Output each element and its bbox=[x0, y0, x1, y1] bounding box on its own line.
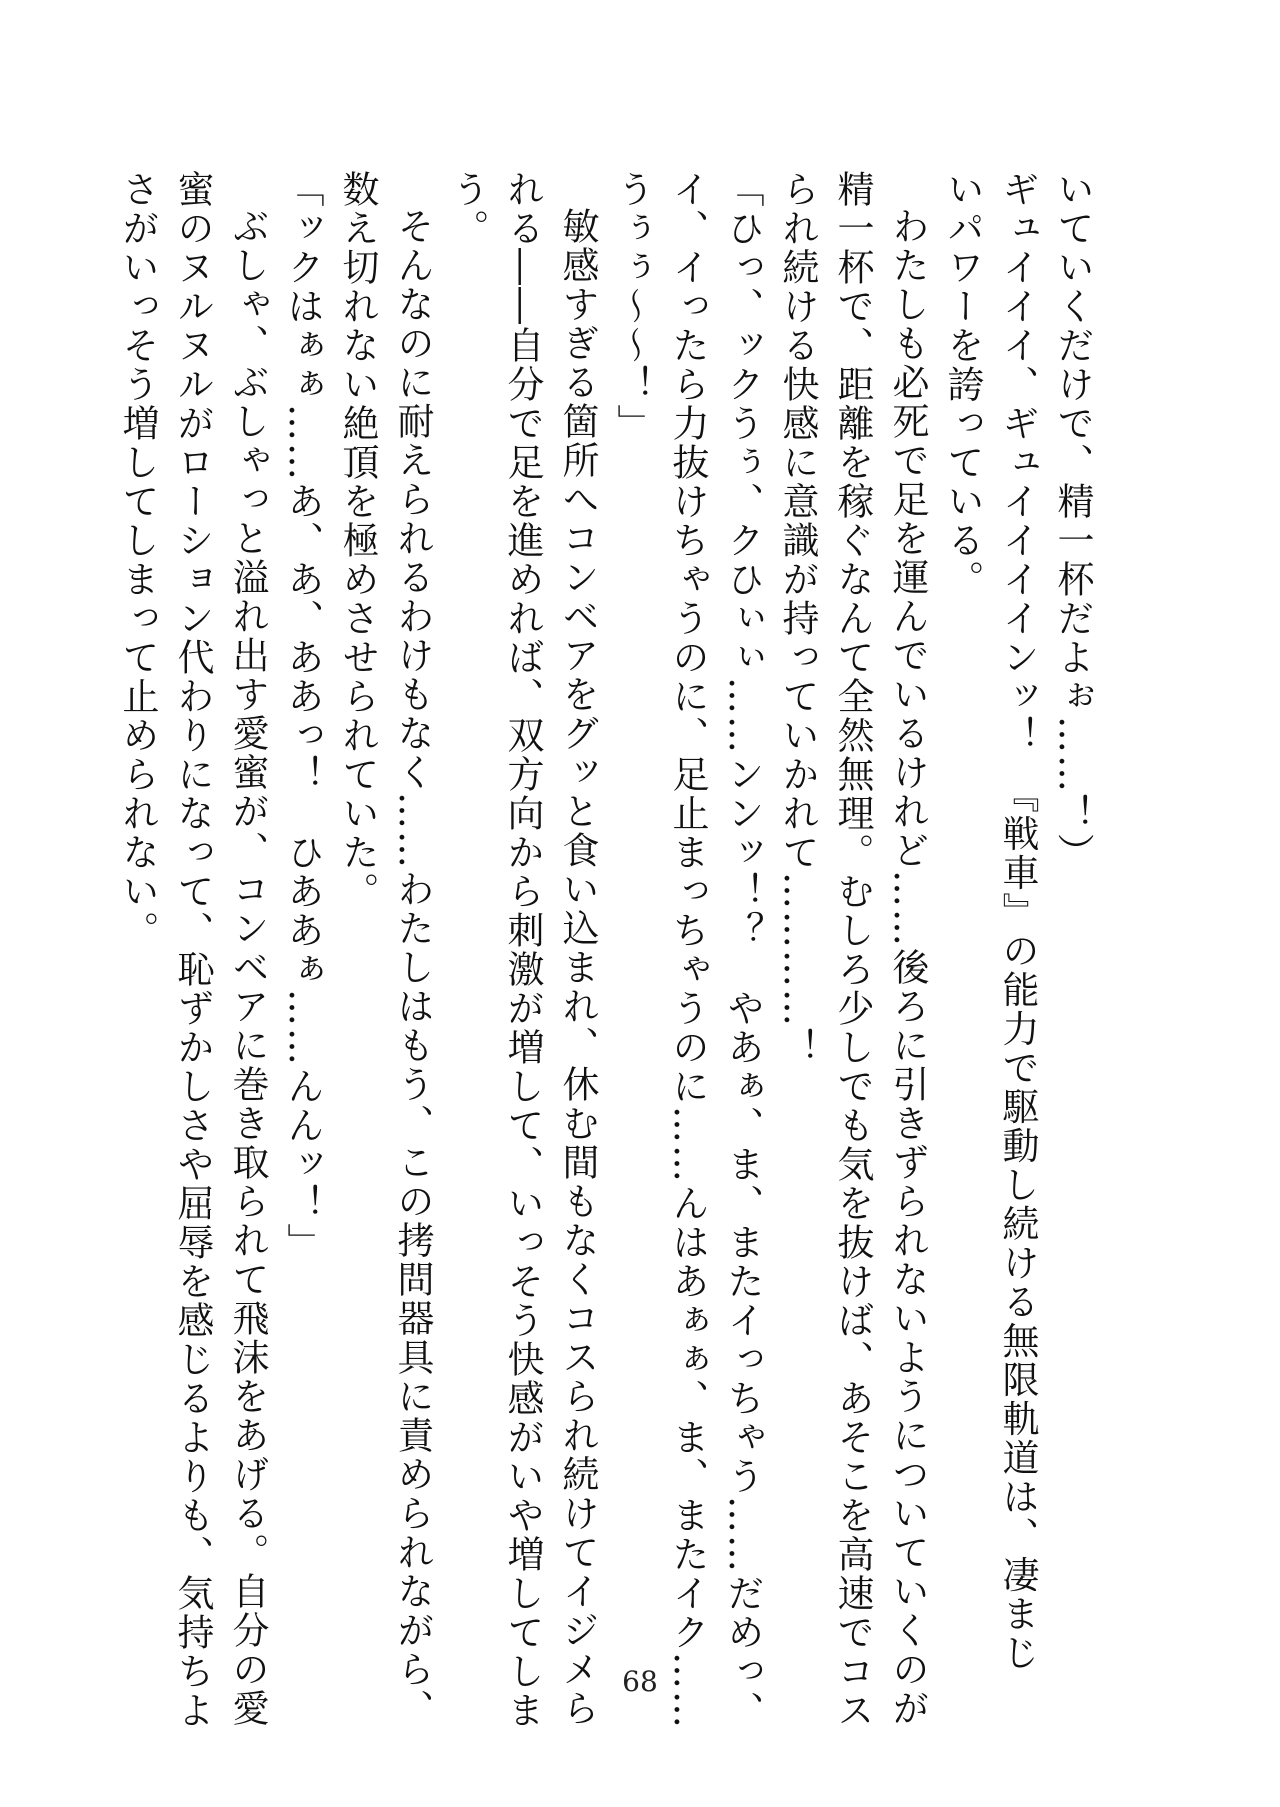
text-line: 数え切れない絶頂を極めさせられていた。 bbox=[336, 170, 379, 911]
text-line: 「ひっ、ックうぅ、クひぃぃ……ンンッ！？ やあぁ、ま、またイっちゃう……だめっ、 bbox=[721, 170, 764, 1730]
text-line: ギュイイイ、ギュイイイインッ！ 『戦車』の能力で駆動し続ける無限軌道は、凄まじ bbox=[996, 170, 1039, 1673]
text-line: いていくだけで、精一杯だよぉ……！） bbox=[1051, 170, 1094, 872]
text-line: 精一杯で、距離を稼ぐなんて全然無理。むしろ少しでも気を抜けば、あそこを高速でコス bbox=[831, 170, 874, 1730]
text-line: そんなのに耐えられるわけもなく……わたしはもう、この拷問器具に責められながら、 bbox=[391, 207, 434, 1728]
text-line: さがいっそう増してしまって止められない。 bbox=[116, 170, 159, 950]
text-line: 「ックはぁぁ……あ、あ、ああっ！ ひああぁ……んんッ！」 bbox=[281, 170, 324, 1262]
text-line: イ、イったら力抜けちゃうのに、足止まっちゃうのに……んはあぁぁ、ま、またイク…… bbox=[666, 170, 709, 1730]
text-line: う。 bbox=[446, 170, 489, 248]
text-line: わたしも必死で足を運んでいるけれど……後ろに引きずられないようについていくのが bbox=[886, 207, 929, 1728]
text-line: ぶしゃ、ぶしゃっと溢れ出す愛蜜が、コンベアに巻き取られて飛沫をあげる。自分の愛 bbox=[226, 207, 269, 1728]
text-line: 蜜のヌルヌルがローション代わりになって、恥ずかしさや屈辱を感じるよりも、気持ちよ bbox=[171, 170, 214, 1730]
text-line: 敏感すぎる箇所へコンベアをグッと食い込まれ、休む間もなくコスられ続けてイジメら bbox=[556, 207, 599, 1728]
text-line: られ続ける快感に意識が持っていかれて…………！ bbox=[776, 170, 819, 1067]
text-line: いパワーを誇っている。 bbox=[941, 170, 984, 599]
text-line: うぅぅ～～！」 bbox=[611, 170, 654, 443]
page-number: 68 bbox=[622, 1665, 658, 1698]
text-line: れる――自分で足を進めれば、双方向から刺激が増して、いっそう快感がいや増してしま bbox=[501, 170, 544, 1730]
